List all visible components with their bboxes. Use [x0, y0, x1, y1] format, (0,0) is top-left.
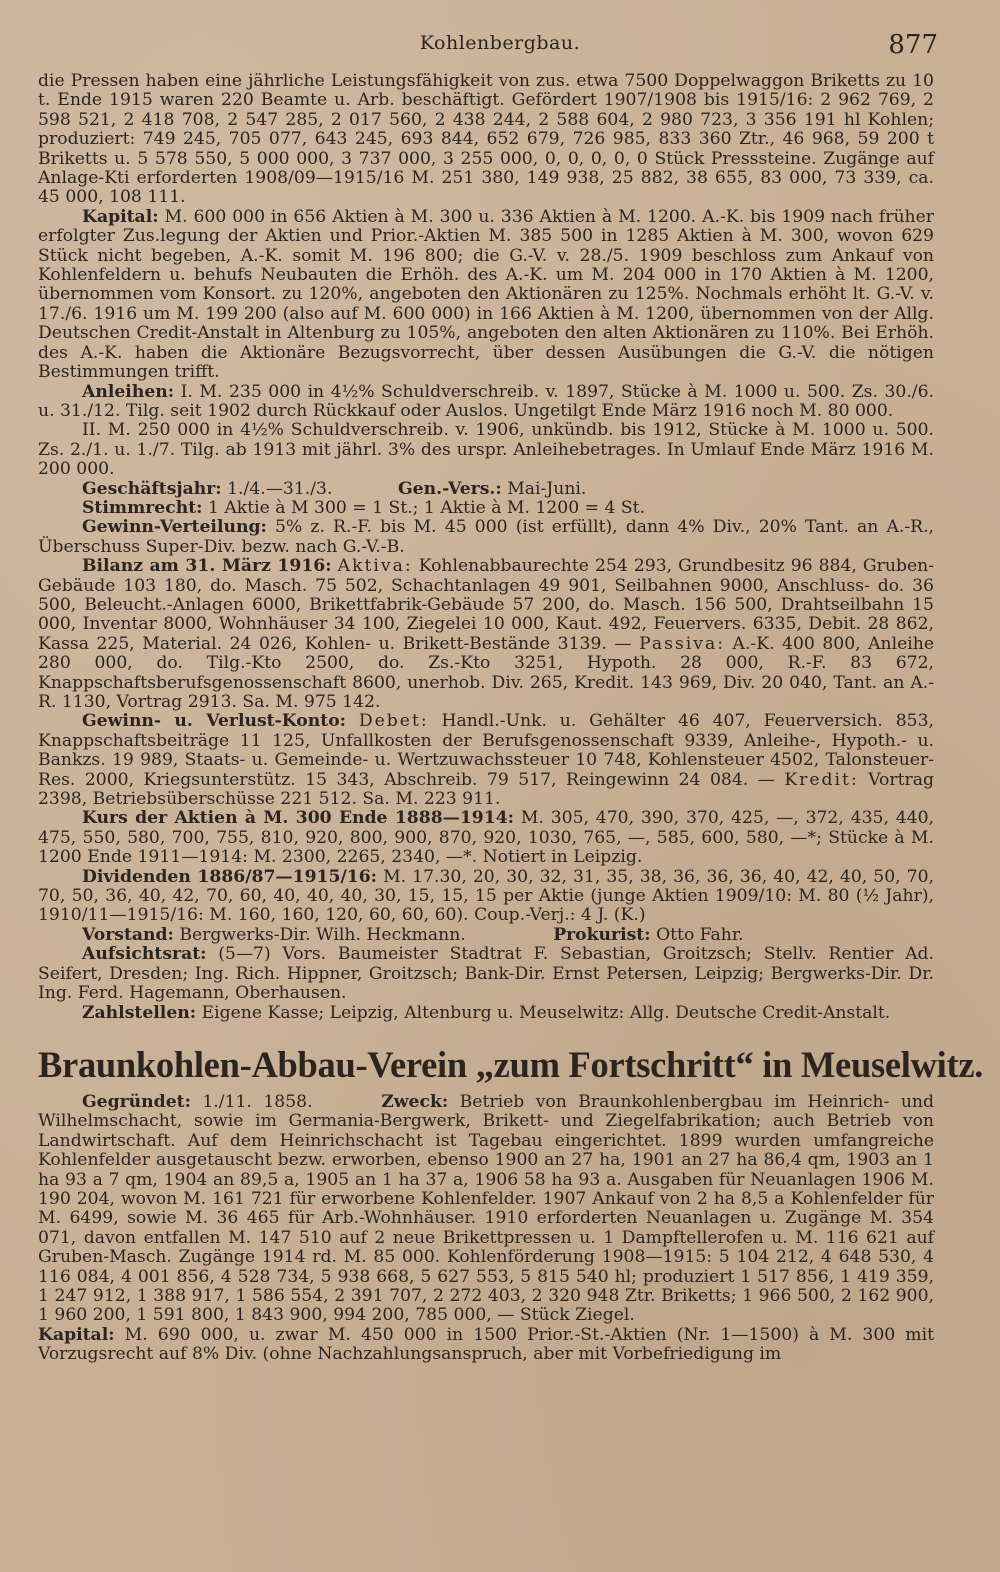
guv-label: Gewinn- u. Verlust-Konto:: [82, 711, 346, 732]
anleihen-text-2: II. M. 250 000 in 4½% Schuldverschreib. v. 1906, unkündb. bis 1912, Stücke à M. 1000 u. 500. Zs. 2./1. u. 1./7. Tilg. ab 1913 mit jährl. 3% des urspr. Anleihebetrages. In Umlauf Ende März 1916 M. 200 000.: [38, 420, 934, 480]
zahlstellen-text: Eigene Kasse; Leipzig, Altenburg u. Meuselwitz: Allg. Deutsche Credit-Anstalt.: [201, 1002, 891, 1023]
kapital-text: M. 600 000 in 656 Aktien à M. 300 u. 336 Aktien à M. 1200. A.-K. bis 1909 nach früher erfolgter Zus.legung der Aktien und Prior.-Aktien M. 385 500 in 1285 Aktien à M. 300, wovon 629 Stück nicht begeben, A.-K. somit M. 196 800; die G.-V. v. 28./5. 1909 beschloss zum Ankauf von Kohlenfeldern u. behufs Neubauten die Erhöh. des A.-K. um M. 204 000 in 170 Aktien à M. 1200, übernommen vom Konsort. zu 120%, angeboten den Aktionären zu 125%. Nochmals erhöht lt. G.-V. v. 17./6. 1916 um M. 199 200 (also auf M. 600 000) in 166 Aktien à M. 1200, übernommen von der Allg. Deutschen Credit-Anstalt in Altenburg zu 105%, angeboten den alten Aktionären zu 110%. Bei Erhöh. des A.-K. haben die Aktionäre Bezugsvorrecht, über dessen Ausübungen die G.-V. die nötigen Bestimmungen trifft.: [38, 206, 934, 383]
bilanz-passiva-label: Passiva:: [639, 633, 726, 654]
guv-kredit-label: Kredit:: [784, 769, 859, 790]
gewinn-label: Gewinn-Verteilung:: [82, 517, 267, 538]
gegruendet-label: Gegründet:: [82, 1091, 191, 1112]
dividenden-text: M. 17.30, 20, 30, 32, 31, 35, 38, 36, 36, 36, 40, 42, 40, 50, 70, 70, 50, 36, 40, 42, 70, 60, 40, 40, 40, 30, 15, 15, 15 per Aktie (junge Aktien 1909/10: M. 80 (½ Jahr), 1910/11—1915/16: M. 160, 160, 120, 60, 60, 60). Coup.-Verj.: 4 J. (K.): [38, 866, 935, 926]
vorstand-text: Bergwerks-Dir. Wilh. Heckmann.: [179, 924, 466, 945]
intro-paragraph: die Pressen haben eine jährliche Leistungsfähigkeit von zus. etwa 7500 Doppelwaggon Briketts zu 10 t. Ende 1915 waren 220 Beamte u. Arb. beschäftigt. Gefördert 1907/1908 bis 1915/16: 2 962 769, 2 598 521, 2 418 708, 2 547 285, 2 017 560, 2 438 244, 2 588 604, 2 980 723, 3 356 191 hl Kohlen; produziert: 749 245, 705 077, 643 245, 693 844, 652 679, 726 985, 833 360 Ztr., 46 968, 59 200 t Briketts u. 5 578 550, 5 000 000, 3 737 000, 3 255 000, 0, 0, 0, 0, 0 Stück Presssteine. Zugänge auf Anlage-Kti erforderten 1908/09—1915/16 M. 251 380, 149 938, 25 882, 38 655, 83 000, 73 339, ca. 45 000, 108 111.: [38, 71, 934, 208]
kapital-2-paragraph: [38, 1326, 934, 1365]
kapital-2-text: M. 690 000, u. zwar M. 450 000 in 1500 Prior.-St.-Aktien (Nr. 1—1500) à M. 300 mit Vorzugsrecht auf 8% Div. (ohne Nachzahlungsanspruch, aber mit Vorbefriedigung im: [38, 1324, 934, 1365]
running-title: Kohlenbergbau.: [419, 32, 581, 54]
guv-debet-text: Handl.-Unk. u. Gehälter 46 407, Feuerversich. 853, Knappschaftsbeiträge 11 125, Unfallkosten der Berufsgenossenschaft 9339, Anleihe-, Hypoth.- u. Bankzs. 19 989, Staats- u. Gemeinde- u. Wertzuwachssteuer 10 748, Kohlensteuer 4502, Talonsteuer-Res. 2000, Kriegsunterstütz. 15 343, Abschreib. 79 517, Reingewinn 24 084. —: [38, 711, 934, 790]
gewinn-text: 5% z. R.-F. bis M. 45 000 (ist erfüllt), dann 4% Div., 20% Tant. an A.-R., Überschuss Super-Div. bezw. nach G.-V.-B.: [38, 517, 934, 557]
zweck-text: Betrieb von Braunkohlenbergbau im Heinrich- und Wilhelmschacht, sowie im Germania-Bergwerk, Brikett- und Ziegelfabrikation; auch Betrieb von Landwirtschaft. Auf dem Heinrichschacht ist Tagebau eingerichtet. 1899 wurden umfangreiche Kohlenfelder ausgetauscht bezw. erworben, ebenso 1900 an 27 ha, 1901 an 27 ha 86,4 qm, 1903 an 1 ha 93 a 7 qm, 1904 an 89,5 a, 1905 an 1 ha 37 a, 1906 58 ha 93 a. Ausgaben für Neuanlagen 1906 M. 190 204, wovon M. 161 721 für erworbene Kohlenfelder. 1907 Ankauf von 2 ha 8,5 a Kohlenfelder für M. 6499, sowie M. 36 465 für Arb.-Wohnhäuser. 1910 erforderten Neuanlagen u. Zugänge M. 354 071, davon entfallen M. 147 510 auf 2 neue Brikettpressen u. 1 Dampftellerofen u. M. 116 621 auf Gruben-Masch. Zugänge 1914 rd. M. 85 000. Kohlenförderung 1908—1915: 5 104 212, 4 648 530, 4 116 084, 4 001 856, 4 528 734, 5 938 668, 5 627 553, 5 815 540 hl; produziert 1 517 856, 1 419 359, 1 247 912, 1 388 917, 1 586 554, 2 391 707, 2 272 403, 2 320 948 Ztr. Briketts; 1 966 500, 2 162 900, 1 960 200, 1 591 800, 1 843 900, 994 200, 785 000, — Stück Ziegel.: [38, 1091, 935, 1326]
zahlstellen-paragraph: [38, 1004, 934, 1023]
dividenden-paragraph: [38, 868, 934, 926]
aufsichtsrat-paragraph: [38, 945, 934, 1003]
genvers-text: Mai-Juni.: [507, 478, 587, 499]
gegruendet-text: 1./11. 1858.: [202, 1091, 313, 1112]
guv-kredit-text: Vortrag 2398, Betriebsüberschüsse 221 512. Sa. M. 223 911.: [38, 769, 934, 810]
kapital-paragraph: [38, 208, 934, 383]
geschaeftsjahr-paragraph: [38, 480, 934, 499]
anleihen-label: Anleihen:: [82, 381, 175, 402]
anleihen-text-1: I. M. 235 000 in 4½% Schuldverschreib. v. 1897, Stücke à M. 1000 u. 500. Zs. 30./6. u. 31./12. Tilg. seit 1902 durch Rückkauf oder Auslos. Ungetilgt Ende März 1916 noch M. 80 000.: [38, 381, 934, 421]
body-text: [38, 71, 984, 1365]
stimmrecht-text: 1 Aktie à M 300 = 1 St.; 1 Aktie à M. 1200 = 4 St.: [207, 497, 646, 518]
vorstand-paragraph: [38, 926, 934, 945]
guv-debet-label: Debet:: [358, 711, 429, 732]
prokurist-label: Prokurist:: [553, 924, 651, 945]
stimmrecht-label: Stimmrecht:: [82, 497, 203, 518]
vorstand-label: Vorstand:: [82, 924, 174, 945]
kapital-2-label: Kapital:: [38, 1324, 115, 1345]
bilanz-passiva-text: A.-K. 400 800, Anleihe 280 000, do. Tilg.-Kto 2500, do. Zs.-Kto 3251, Hypoth. 28 000, R.-F. 83 672, Knappschaftsberufsgenossenschaft 8600, unerhob. Div. 265, Kredit. 143 969, Div. 20 040, Tant. an A.-R. 1130, Vortrag 2913. Sa. M. 975 142.: [38, 633, 935, 712]
geschaeftsjahr-text: 1./4.—31./3.: [227, 478, 333, 499]
kurs-text: M. 305, 470, 390, 370, 425, —, 372, 435, 440, 475, 550, 580, 700, 755, 810, 920, 800, 900, 870, 920, 1030, 765, —, 585, 600, 580, —*; Stücke à M. 1200 Ende 1911—1914: M. 2300, 2265, 2340, —*. Notiert in Leipzig.: [38, 808, 934, 868]
kapital-label: Kapital:: [82, 206, 159, 227]
dividenden-label: Dividenden 1886/87—1915/16:: [82, 866, 378, 887]
stimmrecht-paragraph: [38, 499, 934, 518]
genvers-label: Gen.-Vers.:: [398, 478, 502, 499]
bilanz-aktiva-text: Kohlenabbaurechte 254 293, Grundbesitz 96 884, Gruben-Gebäude 103 180, do. Masch. 75 502, Schachtanlagen 49 901, Seilbahnen 9000, Anschluss- do. 36 500, Beleucht.-Anlagen 6000, Brikettfabrik-Gebäude 57 200, do. Masch. 156 500, Drahtseilbahn 15 000, Inventar 8000, Wohnhäuser 34 100, Ziegelei 10 000, Kaut. 492, Feuervers. 6335, Debit. 28 862, Kassa 225, Material. 24 026, Kohlen- u. Brikett-Bestände 3139. —: [38, 556, 934, 654]
page-number: 877: [888, 30, 938, 60]
guv-paragraph: [38, 712, 934, 809]
prokurist-text: Otto Fahr.: [656, 924, 744, 945]
company-heading: Braunkohlen-Abbau-Verein „zum Fortschritt“ in Meuselwitz.: [38, 1043, 984, 1085]
aufsichtsrat-label: Aufsichtsrat:: [82, 944, 207, 965]
kurs-paragraph: [38, 809, 934, 867]
gegruendet-paragraph: [38, 1093, 934, 1326]
aufsichtsrat-text: (5—7) Vors. Baumeister Stadtrat F. Sebastian, Groitzsch; Stellv. Rentier Ad. Seifert, Dresden; Ing. Rich. Hippner, Groitzsch; Bank-Dir. Ernst Petersen, Leipzig; Bergwerks-Dir. Dr. Ing. Ferd. Hagemann, Oberhausen.: [38, 944, 934, 1004]
kurs-label: Kurs der Aktien à M. 300 Ende 1888—1914:: [82, 808, 515, 829]
zahlstellen-label: Zahlstellen:: [82, 1002, 197, 1023]
anleihen-paragraph-2: [38, 421, 934, 479]
bilanz-paragraph: [38, 557, 934, 712]
bilanz-aktiva-label: Aktiva:: [337, 556, 413, 577]
zweck-label: Zweck:: [381, 1091, 449, 1112]
anleihen-paragraph: [38, 383, 934, 422]
gewinn-paragraph: [38, 518, 934, 557]
geschaeftsjahr-label: Geschäftsjahr:: [82, 478, 222, 499]
running-head: [0, 30, 1000, 60]
bilanz-label: Bilanz am 31. März 1916:: [82, 556, 332, 577]
